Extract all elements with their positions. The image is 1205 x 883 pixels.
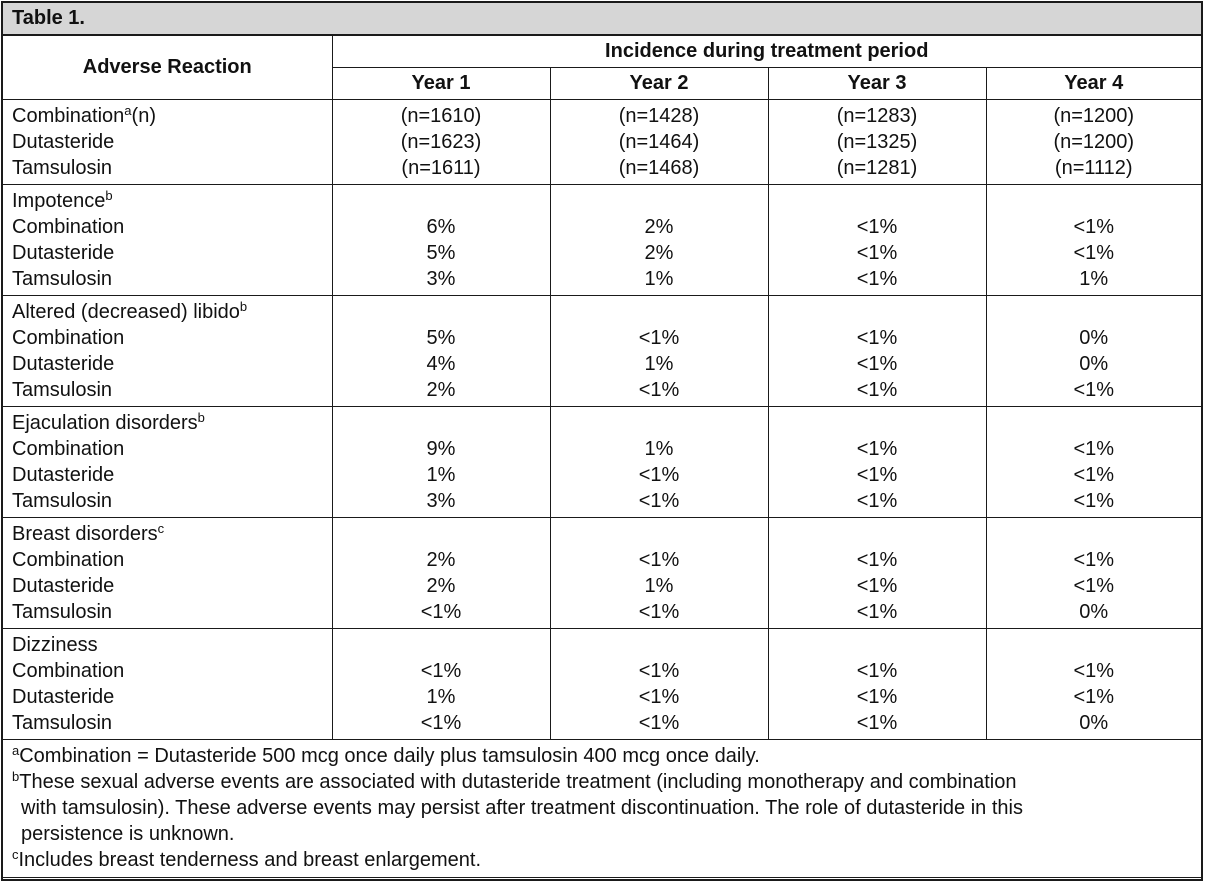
table-cell: 3% — [426, 268, 456, 290]
table-cell: 2% — [644, 242, 674, 264]
table-cell: <1% — [856, 464, 898, 486]
table-cell: 1% — [1079, 268, 1109, 290]
table-cell: 5% — [426, 242, 456, 264]
section-heading: Impotence$^b$ — [12, 188, 113, 212]
table-cell: (n=1428) — [618, 105, 700, 127]
table-cell: (n=1611) — [401, 157, 481, 179]
table-cell: <1% — [1073, 438, 1115, 460]
table-cell: 2% — [426, 549, 456, 571]
table-section-impotence — [3, 185, 1201, 296]
table-cell: 0% — [1079, 601, 1109, 623]
table-cell: 1% — [426, 464, 456, 486]
table-cell: <1% — [638, 327, 680, 349]
section-heading: Ejaculation disorders$^b$ — [12, 410, 205, 434]
table-cell: <1% — [1073, 686, 1115, 708]
table-cell: <1% — [638, 464, 680, 486]
table-cell: 1% — [644, 438, 674, 460]
section-heading: Altered (decreased) libido$^b$ — [12, 299, 248, 323]
table-cell: (n=1200) — [1053, 131, 1135, 153]
row-label: Tamsulosin — [12, 601, 113, 623]
row-label: Combination — [12, 660, 125, 682]
row-label: Combination — [12, 549, 125, 571]
table-cell: (n=1464) — [618, 131, 700, 153]
table-cell: (n=1283) — [836, 105, 918, 127]
row-label: Dutasteride — [12, 131, 115, 153]
table-cell: (n=1112) — [1054, 157, 1133, 179]
table-cell: <1% — [1073, 242, 1115, 264]
footnote-mark: b — [197, 410, 205, 425]
header-year-1: Year 1 — [332, 68, 550, 100]
row-label: Combination$^a$(n) — [12, 103, 156, 127]
table-cell: 2% — [644, 216, 674, 238]
section-labels — [3, 100, 332, 185]
header-year-4: Year 4 — [986, 68, 1201, 100]
table-cell: <1% — [1073, 216, 1115, 238]
table-cell: 2% — [426, 575, 456, 597]
table-cell: <1% — [1073, 575, 1115, 597]
table-cell: <1% — [638, 549, 680, 571]
table-cell: (n=1200) — [1053, 105, 1135, 127]
table-cell: (n=1281) — [836, 157, 918, 179]
table-cell: (n=1610) — [400, 105, 482, 127]
table-cell: <1% — [856, 379, 898, 401]
footnote-a: $^a$Combination = Dutasteride 500 mcg once daily plus tamsulosin 400 mcg once daily. — [12, 743, 760, 767]
table-cell: <1% — [638, 712, 680, 734]
footnote-mark: b — [239, 299, 248, 314]
section-heading: Breast disorders$^c$ — [12, 521, 165, 545]
footnote-c: $^c$Includes breast tenderness and breast enlargement. — [12, 847, 482, 871]
table-cell: 3% — [426, 490, 456, 512]
table-cell: <1% — [856, 490, 898, 512]
table-cell: (n=1623) — [400, 131, 482, 153]
table-section-dizziness — [3, 629, 1201, 740]
row-label: Tamsulosin — [12, 268, 113, 290]
table-cell: <1% — [1073, 549, 1115, 571]
table-title: Table 1. — [3, 3, 1201, 36]
table-cell: 1% — [426, 686, 456, 708]
table-cell: 2% — [426, 379, 456, 401]
table-cell: 4% — [426, 353, 456, 375]
table-cell: <1% — [1073, 490, 1115, 512]
table-cell: <1% — [856, 353, 898, 375]
table-cell: 1% — [644, 268, 674, 290]
footnote-b: $^b$These sexual adverse events are associated with dutasteride treatment (including monotherapy and combination — [12, 769, 1017, 793]
footnote-mark: c — [157, 521, 165, 536]
header-incidence-group: Incidence during treatment period — [332, 36, 1201, 68]
table-cell: <1% — [638, 490, 680, 512]
row-label: Dutasteride — [12, 575, 115, 597]
table-cell: <1% — [856, 268, 898, 290]
table-cell: <1% — [856, 242, 898, 264]
table-cell: 9% — [426, 438, 456, 460]
table-cell: (n=1468) — [618, 157, 700, 179]
footnote-b-cont: with tamsulosin). These adverse events may persist after treatment discontinuation. The role of dutasteride in this — [21, 797, 1023, 819]
footnote-mark: b — [105, 188, 113, 203]
table-footnotes-row — [3, 740, 1201, 878]
table-section-ejaculation — [3, 407, 1201, 518]
table-cell: <1% — [856, 549, 898, 571]
table-cell: 1% — [644, 575, 674, 597]
table-cell: 6% — [426, 216, 456, 238]
table-section-breast — [3, 518, 1201, 629]
table-cell: <1% — [420, 601, 462, 623]
table-cell: <1% — [856, 601, 898, 623]
header-year-2: Year 2 — [550, 68, 768, 100]
table-cell: 0% — [1079, 327, 1109, 349]
footnote-mark: a — [124, 103, 132, 118]
table-cell: <1% — [856, 660, 898, 682]
table-cell: <1% — [638, 660, 680, 682]
table-cell: <1% — [856, 712, 898, 734]
row-label: Tamsulosin — [12, 379, 113, 401]
table-cell: <1% — [856, 438, 898, 460]
year-4-values — [986, 100, 1201, 185]
table-cell: 0% — [1079, 353, 1109, 375]
table-cell: 5% — [426, 327, 456, 349]
table-cell: <1% — [856, 575, 898, 597]
row-label: Dutasteride — [12, 464, 115, 486]
table-cell: <1% — [638, 379, 680, 401]
table-cell: <1% — [856, 216, 898, 238]
year-2-values — [550, 100, 768, 185]
table-cell: 0% — [1079, 712, 1109, 734]
table-cell: <1% — [420, 660, 462, 682]
header-year-3: Year 3 — [768, 68, 986, 100]
table-section-sample-size — [3, 100, 1201, 185]
row-label: Dutasteride — [12, 242, 115, 264]
table-section-libido — [3, 296, 1201, 407]
adverse-reactions-table-frame — [1, 1, 1203, 881]
table-cell: <1% — [420, 712, 462, 734]
row-label: Tamsulosin — [12, 157, 113, 179]
section-heading: Dizziness — [12, 634, 98, 656]
table-cell: 1% — [644, 353, 674, 375]
row-label: Combination — [12, 216, 125, 238]
year-3-values — [768, 100, 986, 185]
row-label: Dutasteride — [12, 686, 115, 708]
table-cell: (n=1325) — [836, 131, 918, 153]
table-cell: <1% — [1073, 464, 1115, 486]
table-cell: <1% — [638, 601, 680, 623]
header-adverse-reaction: Adverse Reaction — [3, 36, 332, 100]
footnote-b-cont: persistence is unknown. — [21, 823, 235, 845]
row-label: Combination — [12, 438, 125, 460]
row-label: Tamsulosin — [12, 490, 113, 512]
footnotes — [3, 740, 1201, 878]
year-1-values — [332, 100, 550, 185]
table-cell: <1% — [856, 686, 898, 708]
table-cell: <1% — [856, 327, 898, 349]
row-label: Combination — [12, 327, 125, 349]
table-cell: <1% — [638, 686, 680, 708]
table-cell: <1% — [1073, 660, 1115, 682]
row-label: Tamsulosin — [12, 712, 113, 734]
row-label: Dutasteride — [12, 353, 115, 375]
table-cell: <1% — [1073, 379, 1115, 401]
adverse-reactions-table — [3, 36, 1201, 878]
